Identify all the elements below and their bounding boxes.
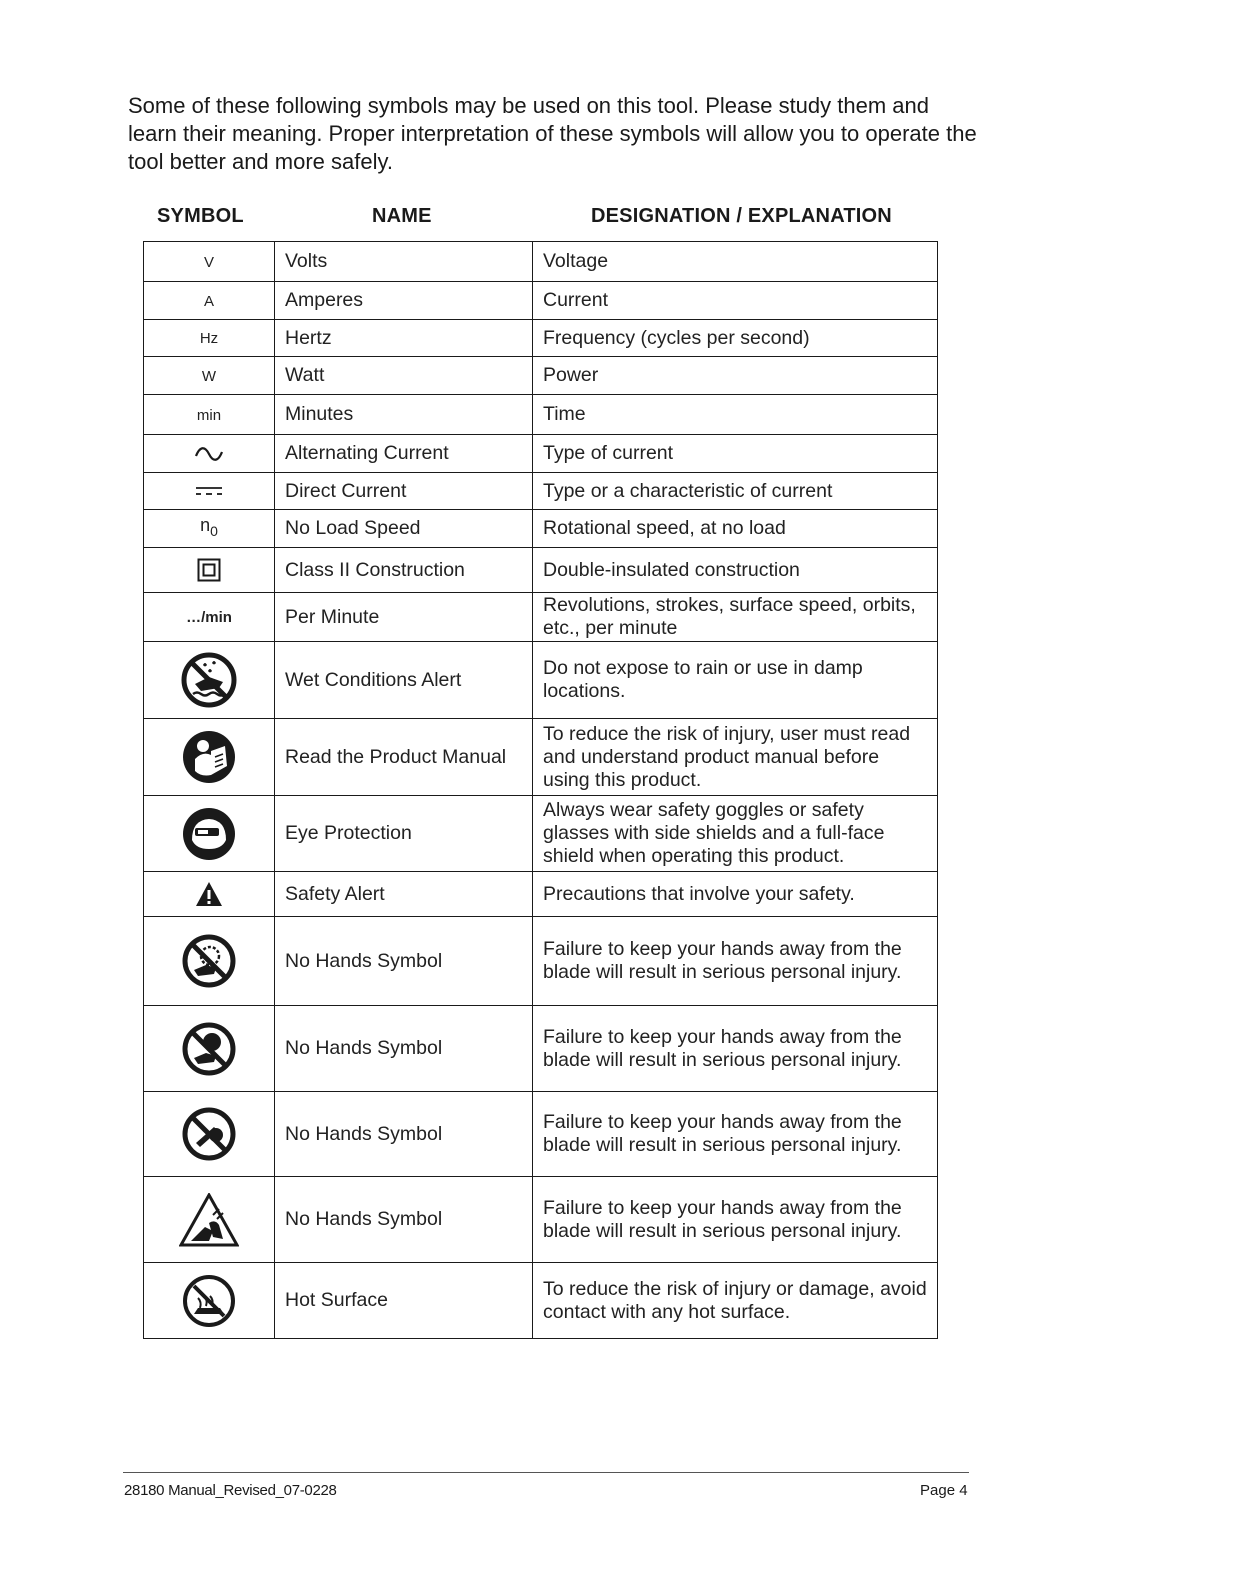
symbol-cell	[144, 357, 275, 395]
symbol-text: …/min	[186, 609, 232, 626]
intro-paragraph: Some of these following symbols may be used on this tool. Please study them and learn their meaning. Proper interpretation of these symbols will allow you to operate the tool better and more safely.	[128, 93, 977, 174]
symbol-text: min	[196, 406, 222, 424]
hand-warning-icon	[179, 1193, 239, 1247]
name-cell: Amperes	[275, 282, 533, 320]
symbol-cell	[144, 320, 275, 357]
name-cell: Eye Protection	[275, 796, 533, 872]
footer-divider	[123, 1472, 969, 1473]
table-row	[144, 435, 938, 473]
footer-document-id: 28180 Manual_Revised_07-0228	[124, 1482, 337, 1499]
table-row	[144, 282, 938, 320]
table-row	[144, 719, 938, 796]
table-row	[144, 1006, 938, 1092]
designation-cell: Failure to keep your hands away from the blade will result in serious personal injury.	[533, 1177, 938, 1263]
safety-alert-icon	[195, 881, 223, 907]
designation-cell: Time	[533, 395, 938, 435]
alternating-current-icon	[193, 445, 225, 463]
eye-protection-icon	[181, 806, 237, 862]
symbol-cell	[144, 242, 275, 282]
symbol-cell	[144, 395, 275, 435]
no-hands-icon	[182, 934, 236, 988]
designation-cell: Do not expose to rain or use in damp locations.	[533, 642, 938, 719]
table-row	[144, 642, 938, 719]
no-hands-icon	[182, 1022, 236, 1076]
symbol-cell	[144, 872, 275, 917]
table-row	[144, 1177, 938, 1263]
name-cell: Hot Surface	[275, 1263, 533, 1339]
designation-cell: To reduce the risk of injury, user must read and understand product manual before using this product.	[533, 719, 938, 796]
symbol-text: W	[201, 367, 217, 385]
symbol-cell	[144, 548, 275, 593]
symbol-subscript: 0	[210, 522, 218, 539]
wet-conditions-icon	[181, 652, 237, 708]
designation-cell: Current	[533, 282, 938, 320]
symbol-cell	[144, 796, 275, 872]
symbol-cell	[144, 473, 275, 510]
read-manual-icon	[181, 729, 237, 785]
designation-cell: Type or a characteristic of current	[533, 473, 938, 510]
designation-cell: To reduce the risk of injury or damage, avoid contact with any hot surface.	[533, 1263, 938, 1339]
table-row	[144, 395, 938, 435]
designation-cell: Failure to keep your hands away from the blade will result in serious personal injury.	[533, 1006, 938, 1092]
symbol-cell	[144, 435, 275, 473]
symbol-cell	[144, 1092, 275, 1177]
symbol-cell	[144, 1006, 275, 1092]
name-cell: Class II Construction	[275, 548, 533, 593]
name-cell: No Hands Symbol	[275, 917, 533, 1006]
symbol-text: n	[200, 515, 211, 536]
designation-cell: Double-insulated construction	[533, 548, 938, 593]
name-cell: Minutes	[275, 395, 533, 435]
designation-cell: Failure to keep your hands away from the blade will result in serious personal injury.	[533, 1092, 938, 1177]
symbol-cell	[144, 593, 275, 642]
no-hands-icon	[182, 1107, 236, 1161]
table-row	[144, 1092, 938, 1177]
table-row	[144, 1263, 938, 1339]
designation-cell: Power	[533, 357, 938, 395]
symbol-text: V	[203, 253, 214, 271]
hot-surface-icon	[182, 1274, 236, 1328]
direct-current-icon	[194, 484, 224, 498]
name-cell: Wet Conditions Alert	[275, 642, 533, 719]
symbol-text: Hz	[199, 330, 219, 347]
symbol-text: A	[203, 292, 214, 310]
name-cell: No Hands Symbol	[275, 1177, 533, 1263]
header-name: NAME	[372, 205, 432, 227]
table-row	[144, 593, 938, 642]
symbol-cell	[144, 642, 275, 719]
symbol-cell	[144, 282, 275, 320]
name-cell: Hertz	[275, 320, 533, 357]
designation-cell: Revolutions, strokes, surface speed, orbits, etc., per minute	[533, 593, 938, 642]
name-cell: Volts	[275, 242, 533, 282]
header-symbol: SYMBOL	[157, 205, 244, 227]
name-cell: No Load Speed	[275, 510, 533, 548]
designation-cell: Rotational speed, at no load	[533, 510, 938, 548]
symbol-cell	[144, 917, 275, 1006]
name-cell: Read the Product Manual	[275, 719, 533, 796]
class-ii-icon	[197, 558, 221, 582]
table-row	[144, 242, 938, 282]
designation-cell: Failure to keep your hands away from the blade will result in serious personal injury.	[533, 917, 938, 1006]
name-cell: Watt	[275, 357, 533, 395]
name-cell: No Hands Symbol	[275, 1006, 533, 1092]
designation-cell: Always wear safety goggles or safety glasses with side shields and a full-face shield when operating this product.	[533, 796, 938, 872]
header-designation: DESIGNATION / EXPLANATION	[591, 205, 892, 227]
symbol-cell	[144, 510, 275, 548]
symbol-cell	[144, 719, 275, 796]
symbol-cell	[144, 1263, 275, 1339]
table-row	[144, 357, 938, 395]
name-cell: Alternating Current	[275, 435, 533, 473]
symbol-cell	[144, 1177, 275, 1263]
table-row	[144, 917, 938, 1006]
table-row	[144, 473, 938, 510]
table-row	[144, 872, 938, 917]
footer-page-number: Page 4	[920, 1482, 968, 1499]
symbols-table	[143, 241, 938, 1339]
table-row	[144, 796, 938, 872]
name-cell: Per Minute	[275, 593, 533, 642]
name-cell: Safety Alert	[275, 872, 533, 917]
designation-cell: Voltage	[533, 242, 938, 282]
designation-cell: Precautions that involve your safety.	[533, 872, 938, 917]
name-cell: No Hands Symbol	[275, 1092, 533, 1177]
name-cell: Direct Current	[275, 473, 533, 510]
table-row	[144, 510, 938, 548]
table-row	[144, 548, 938, 593]
table-row	[144, 320, 938, 357]
designation-cell: Type of current	[533, 435, 938, 473]
designation-cell: Frequency (cycles per second)	[533, 320, 938, 357]
